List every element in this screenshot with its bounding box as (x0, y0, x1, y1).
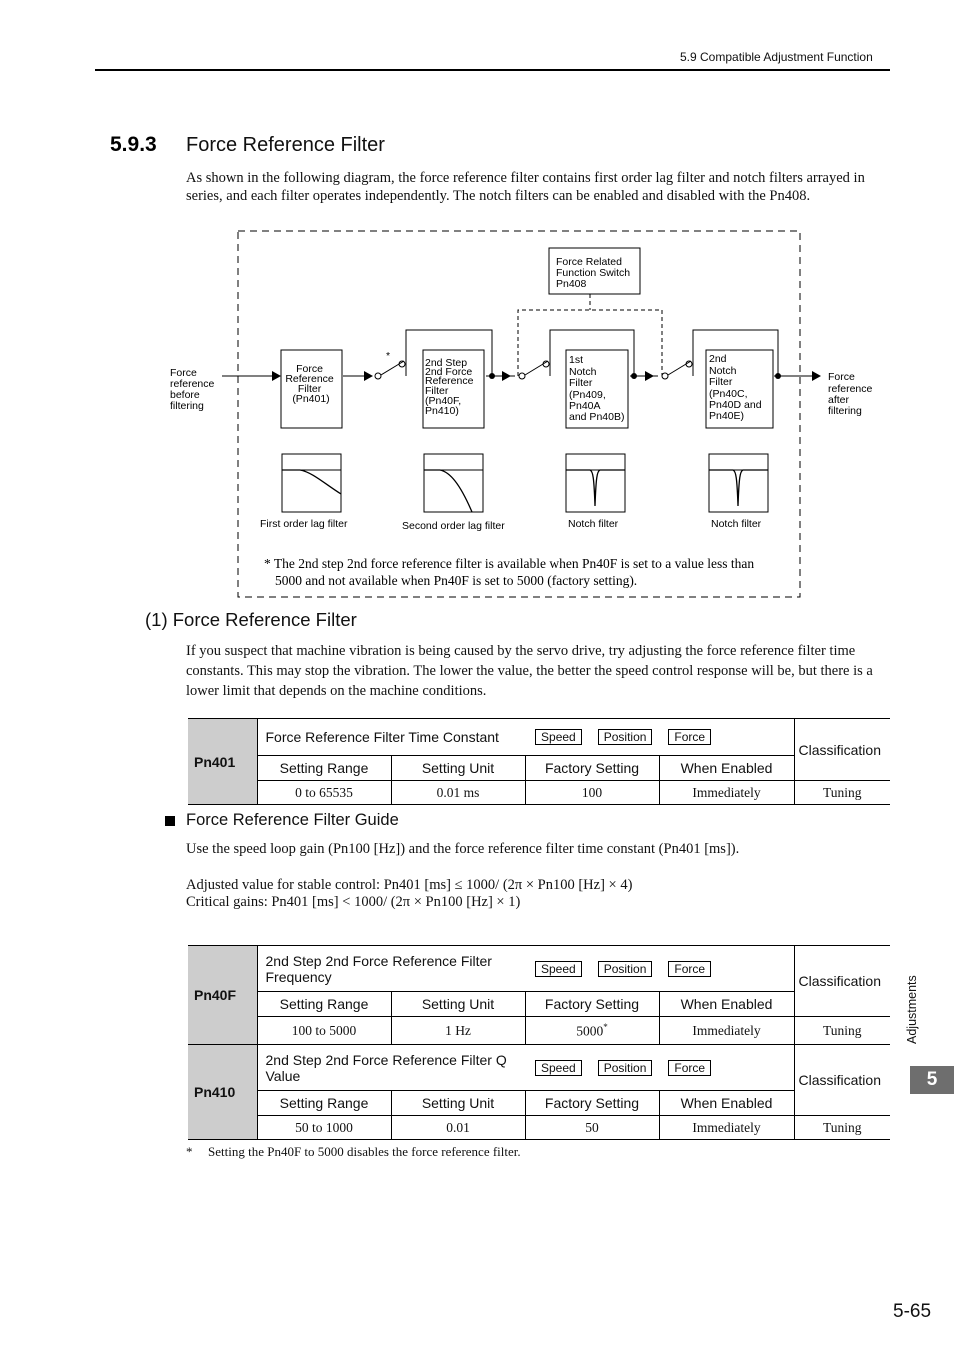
classification-header: Classification (794, 719, 890, 781)
tag-position: Position (598, 1060, 653, 1076)
page-number: 5-65 (893, 1301, 932, 1322)
param-name: 2nd Step 2nd Force Reference Filter Frequency (257, 946, 525, 992)
guide-title: Force Reference Filter Guide (186, 811, 399, 829)
classification-value: Tuning (794, 781, 890, 805)
asterisk-mark: * (386, 350, 391, 362)
setting-range-value: 50 to 1000 (257, 1116, 391, 1140)
classification-value: Tuning (794, 1116, 890, 1140)
formula-stable: Adjusted value for stable control: Pn401 [ms] ≤ 1000/ (2π × Pn100 [Hz] × 4) (186, 877, 633, 893)
when-enabled-header: When Enabled (659, 992, 794, 1017)
setting-unit-header: Setting Unit (391, 992, 525, 1017)
block-label-3: 1st Notch Filter (Pn409, Pn40A and Pn40B) (569, 354, 625, 423)
section-number: 5.9.3 (110, 133, 157, 156)
footnote-text: Setting the Pn40F to 5000 disables the force reference filter. (208, 1144, 521, 1159)
graph-second-order-lag (424, 454, 483, 512)
block-label-4: 2nd Notch Filter (Pn40C, Pn40D and Pn40E) (709, 353, 762, 422)
setting-range-value: 0 to 65535 (257, 781, 391, 805)
setting-unit-header: Setting Unit (391, 756, 525, 781)
param-id: Pn410 (188, 1045, 257, 1140)
param-tags (525, 946, 794, 992)
when-enabled-header: When Enabled (659, 756, 794, 781)
response-graphs (282, 454, 768, 512)
graph-label-2: Second order lag filter (402, 520, 505, 532)
chapter-tab: 5 (910, 1066, 954, 1094)
factory-setting-header: Factory Setting (525, 756, 659, 781)
setting-unit-header: Setting Unit (391, 1091, 525, 1116)
diagram-note-line-2: 5000 and not available when Pn40F is set to 5000 (factory setting). (275, 573, 638, 588)
param-id: Pn40F (188, 946, 257, 1045)
block-label-1: Force Reference Filter (Pn401) (285, 363, 334, 405)
when-enabled-value: Immediately (659, 781, 794, 805)
tag-force: Force (668, 961, 711, 977)
tag-force: Force (668, 1060, 711, 1076)
block-label-2: 2nd Step 2nd Force Reference Filter (Pn40F, Pn410) (425, 357, 474, 417)
when-enabled-value: Immediately (659, 1116, 794, 1140)
diagram-note-line-1: * The 2nd step 2nd force reference filter is available when Pn40F is set to a value less than (264, 556, 755, 571)
graph-label-3: Notch filter (568, 518, 619, 530)
intro-paragraph: As shown in the following diagram, the force reference filter contains first order lag filter and notch filters arrayed in series, and each filter operates independently. The notch filters can be enabled and disabled with the Pn408. (186, 170, 865, 204)
side-tab-text: Adjustments (905, 975, 919, 1044)
factory-setting-value: 50 (525, 1116, 659, 1140)
param-tags (525, 1045, 794, 1091)
factory-setting-header: Factory Setting (525, 992, 659, 1017)
factory-setting-header: Factory Setting (525, 1091, 659, 1116)
classification-value: Tuning (794, 1017, 890, 1045)
filter-block-diagram (160, 228, 873, 603)
subsection-paragraph: If you suspect that machine vibration is being caused by the servo drive, try adjusting the force reference filter time constants. This may stop the vibration. The lower the value, the better the speed control response will be, but there is a lower limit that depends on the machine conditions. (186, 643, 873, 699)
factory-setting-value: 100 (525, 781, 659, 805)
classification-header: Classification (794, 946, 890, 1017)
param-table-pn40f-pn410 (188, 945, 890, 1140)
setting-range-header: Setting Range (257, 756, 391, 781)
graph-label-4: Notch filter (711, 518, 762, 530)
running-header: 5.9 Compatible Adjustment Function (680, 50, 873, 64)
when-enabled-value: Immediately (659, 1017, 794, 1045)
setting-range-header: Setting Range (257, 1091, 391, 1116)
switch-function-label: Force Related Function Switch Pn408 (556, 256, 631, 290)
factory-setting-footnote-mark: * (603, 1021, 608, 1032)
tag-position: Position (598, 961, 653, 977)
when-enabled-header: When Enabled (659, 1091, 794, 1116)
setting-unit-value: 0.01 ms (391, 781, 525, 805)
table-footnote (186, 1144, 521, 1160)
input-label: Force reference before filtering (170, 367, 215, 412)
param-id: Pn401 (188, 719, 257, 805)
square-bullet-icon (165, 816, 175, 826)
param-name: Force Reference Filter Time Constant (257, 719, 525, 756)
tag-position: Position (598, 729, 653, 745)
header-rule (95, 69, 890, 71)
subsection-title: (1) Force Reference Filter (145, 609, 357, 630)
guide-text: Use the speed loop gain (Pn100 [Hz]) and the force reference filter time constant (Pn401 [ms]). (186, 841, 740, 857)
side-tab-label (905, 960, 935, 1050)
setting-unit-value: 0.01 (391, 1116, 525, 1140)
setting-unit-value: 1 Hz (391, 1017, 525, 1045)
param-tags (525, 719, 794, 756)
output-label: Force reference after filtering (828, 371, 873, 417)
factory-setting-value (525, 1017, 659, 1045)
param-table-pn401 (188, 718, 890, 805)
tag-speed: Speed (535, 1060, 582, 1076)
factory-setting-number: 5000 (576, 1023, 604, 1039)
setting-range-header: Setting Range (257, 992, 391, 1017)
section-title: Force Reference Filter (186, 134, 385, 156)
tag-speed: Speed (535, 729, 582, 745)
setting-range-value: 100 to 5000 (257, 1017, 391, 1045)
formula-critical: Critical gains: Pn401 [ms] < 1000/ (2π × Pn100 [Hz] × 1) (186, 894, 521, 910)
graph-label-1: First order lag filter (260, 518, 348, 530)
tag-speed: Speed (535, 961, 582, 977)
footnote-mark: * (186, 1144, 193, 1159)
tag-force: Force (668, 729, 711, 745)
param-name: 2nd Step 2nd Force Reference Filter Q Value (257, 1045, 525, 1091)
classification-header: Classification (794, 1045, 890, 1116)
graph-first-order-lag (282, 454, 341, 512)
